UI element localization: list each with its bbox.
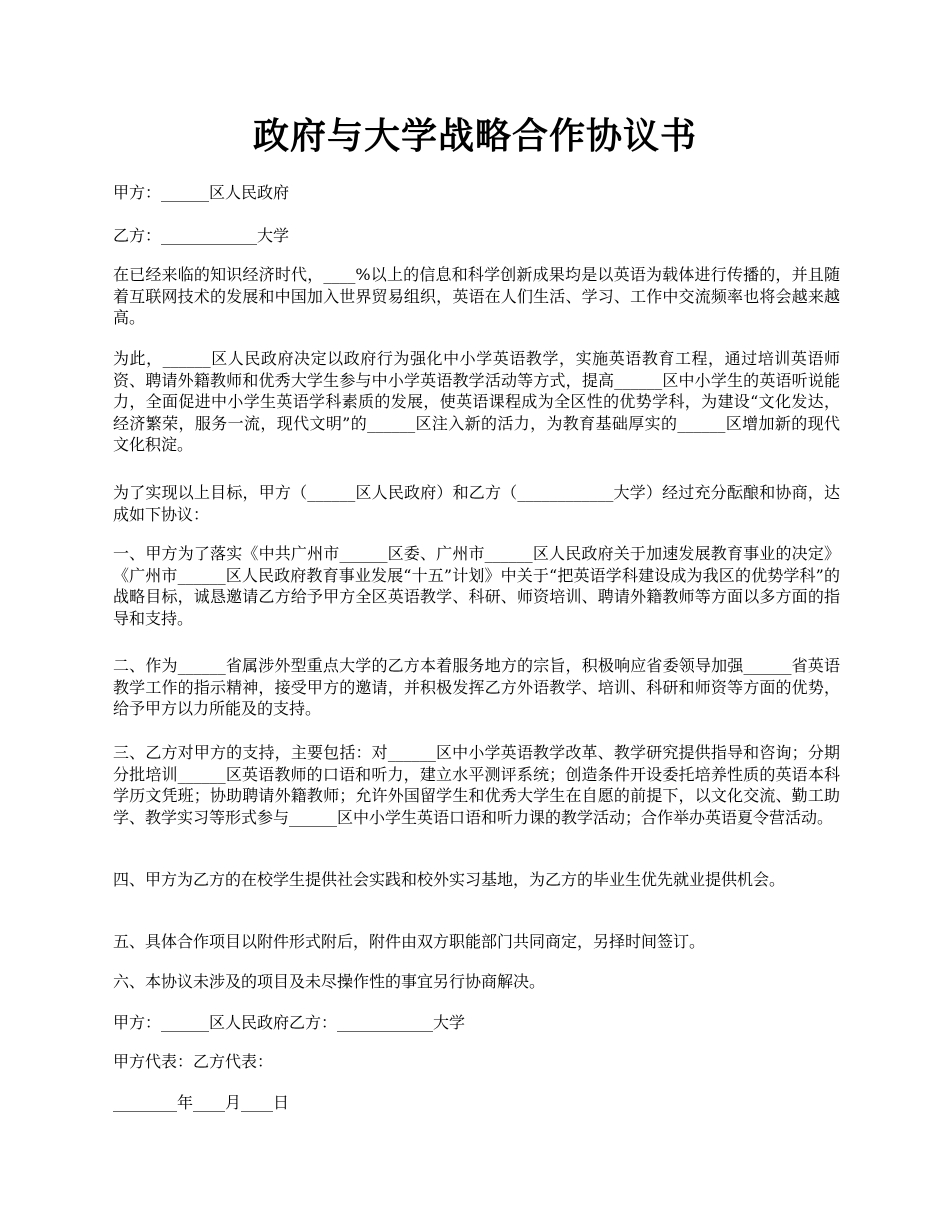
clause-2: 二、作为______省属涉外型重点大学的乙方本着服务地方的宗旨，积极响应省委领导加强______省英语教学工作的指示精神，接受甲方的邀请，并积极发挥乙方外语教学、培训、科研和师资等方面的优势，给予甲方以力所能及的支持。 <box>113 656 840 718</box>
signature-date-line: ________年____月____日 <box>113 1093 290 1112</box>
goal-paragraph: 为了实现以上目标，甲方（______区人民政府）和乙方（____________大学）经过充分酝酿和协商，达成如下协议： <box>113 483 840 524</box>
clause-3: 三、乙方对甲方的支持，主要包括：对______区中小学英语教学改革、教学研究提供指导和咨询；分期分批培训______区英语教师的口语和听力，建立水平测评系统；创造条件开设委托培养性质的英语本科学历文凭班；协助聘请外籍教师；允许外国留学生和优秀大学生在自愿的前提下，以文化交流、勤工助学、教学实习等形式参与______区中小学生英语口语和听力课的教学活动；合作举办英语夏令营活动。 <box>113 743 840 827</box>
party-b-line: 乙方：____________大学 <box>113 226 290 245</box>
party-a-line: 甲方：______区人民政府 <box>113 183 290 202</box>
signature-parties-line: 甲方：______区人民政府乙方：____________大学 <box>113 1013 466 1032</box>
intro-paragraph: 在已经来临的知识经济时代，____%以上的信息和科学创新成果均是以英语为载体进行传播的，并且随着互联网技术的发展和中国加入世界贸易组织，英语在人们生活、学习、工作中交流频率也将会越来越高。 <box>113 265 840 327</box>
purpose-paragraph: 为此，______区人民政府决定以政府行为强化中小学英语教学，实施英语教育工程，通过培训英语师资、聘请外籍教师和优秀大学生参与中小学英语教学活动等方式，提高______区中小学生的英语听说能力，全面促进中小学生英语学科素质的发展，使英语课程成为全区性的优势学科，为建设“文化发达，经济繁荣，服务一流，现代文明”的______区注入新的活力，为教育基础厚实的______区增加新的现代文化积淀。 <box>113 349 840 454</box>
clause-4: 四、甲方为乙方的在校学生提供社会实践和校外实习基地，为乙方的毕业生优先就业提供机会。 <box>113 870 786 889</box>
clause-6: 六、本协议未涉及的项目及未尽操作性的事宜另行协商解决。 <box>113 972 546 991</box>
document-title: 政府与大学战略合作协议书 <box>252 115 697 157</box>
clause-1: 一、甲方为了落实《中共广州市______区委、广州市______区人民政府关于加速发展教育事业的决定》《广州市______区人民政府教育事业发展“十五”计划》中关于“把英语学科建设成为我区的优势学科”的战略目标，诚恳邀请乙方给予甲方全区英语教学、科研、师资培训、聘请外籍教师等方面以多方面的指导和支持。 <box>113 544 840 628</box>
clause-5: 五、具体合作项目以附件形式附后，附件由双方职能部门共同商定，另择时间签订。 <box>113 932 706 951</box>
signature-representatives-line: 甲方代表：乙方代表： <box>113 1052 274 1071</box>
